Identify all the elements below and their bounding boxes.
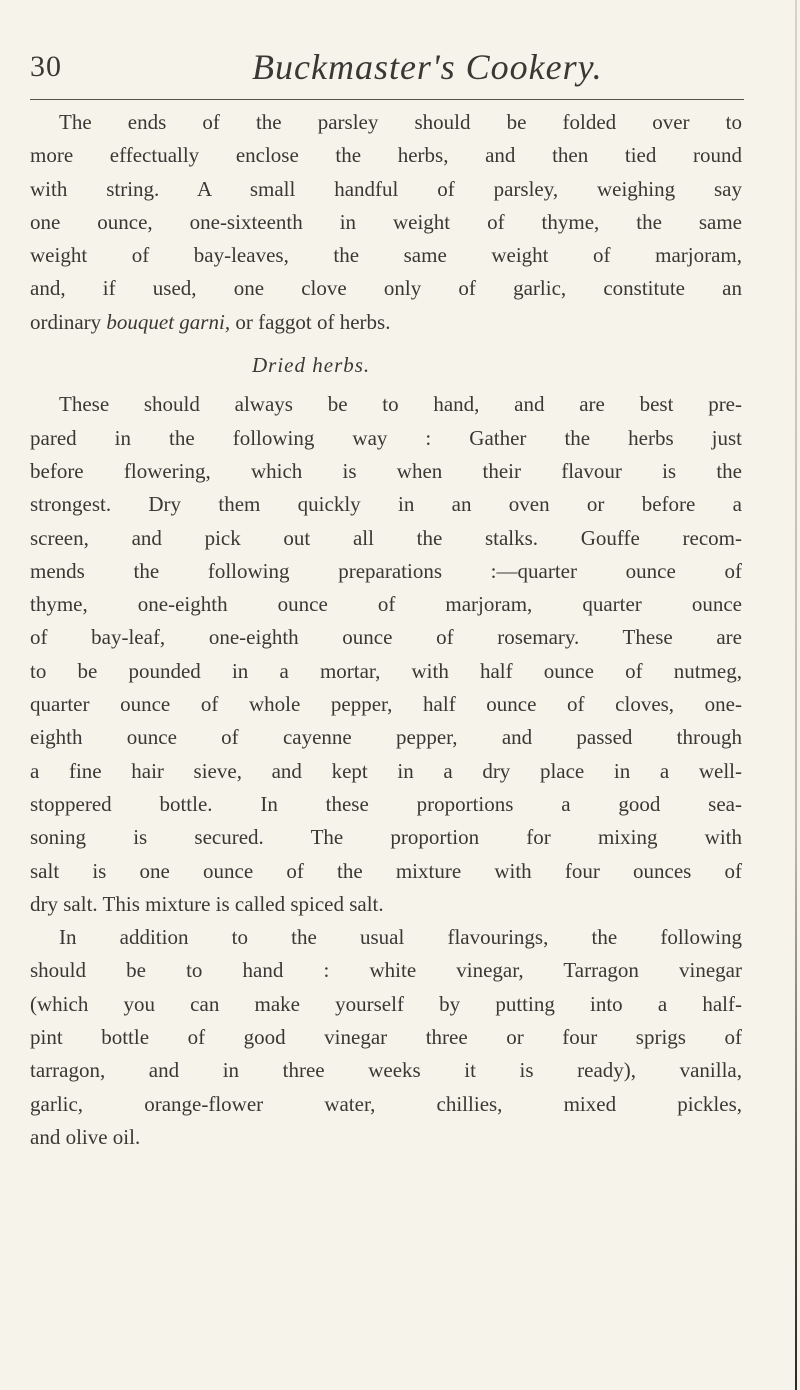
- text-line: a fine hair sieve, and kept in a dry place in a well-: [30, 758, 742, 783]
- text-line: of bay-leaf, one-eighth ounce of rosemary. These are: [30, 625, 742, 650]
- text-line: pint bottle of good vinegar three or four sprigs of: [30, 1025, 742, 1050]
- page-number: 30: [30, 50, 62, 83]
- page-header: [30, 40, 742, 90]
- section-heading-dried-herbs: Dried herbs.: [252, 353, 371, 378]
- header-rule: [30, 99, 744, 100]
- text-line: The ends of the parsley should be folded over to: [59, 110, 742, 134]
- text-line: stoppered bottle. In these proportions a good sea-: [30, 791, 742, 816]
- text-line: eighth ounce of cayenne pepper, and passed through: [30, 725, 742, 750]
- paragraph-flavourings: [30, 921, 742, 1154]
- text-line: should be to hand : white vinegar, Tarragon vinegar: [30, 958, 742, 983]
- text-run: or faggot of herbs.: [230, 309, 391, 334]
- text-line: tarragon, and in three weeks it is ready), vanilla,: [30, 1058, 742, 1083]
- text-run: ordinary: [30, 309, 107, 334]
- text-line: to be pounded in a mortar, with half ounce of nutmeg,: [30, 658, 742, 683]
- text-line: These should always be to hand, and are best pre-: [59, 392, 742, 417]
- text-line: mends the following preparations :—quarter ounce of: [30, 558, 742, 583]
- text-line: (which you can make yourself by putting into a half-: [30, 991, 742, 1016]
- text-line: In addition to the usual flavourings, the following: [59, 925, 742, 950]
- page-edge-shadow: [795, 0, 797, 1390]
- text-line: and olive oil.: [30, 1124, 141, 1149]
- running-title: Buckmaster's Cookery.: [252, 47, 603, 87]
- text-line: thyme, one-eighth ounce of marjoram, quarter ounce: [30, 592, 742, 617]
- italic-term: bouquet garni,: [106, 309, 231, 334]
- text-line: and, if used, one clove only of garlic, constitute an: [30, 276, 742, 301]
- text-line: more effectually enclose the herbs, and then tied round: [30, 143, 742, 168]
- text-line: screen, and pick out all the stalks. Gouffe recom-: [30, 525, 742, 550]
- text-line: quarter ounce of whole pepper, half ounce of cloves, one-: [30, 692, 742, 717]
- text-line: dry salt. This mixture is called spiced salt.: [30, 891, 384, 916]
- paragraph-dried-herbs: [30, 388, 742, 921]
- text-line: one ounce, one-sixteenth in weight of thyme, the same: [30, 209, 742, 234]
- text-line: soning is secured. The proportion for mixing with: [30, 825, 742, 850]
- text-line: pared in the following way : Gather the herbs just: [30, 425, 742, 450]
- text-line: garlic, orange-flower water, chillies, mixed pickles,: [30, 1091, 742, 1116]
- body-text: [30, 106, 742, 1154]
- text-line: before flowering, which is when their flavour is the: [30, 458, 742, 483]
- text-line: strongest. Dry them quickly in an oven or before a: [30, 492, 742, 517]
- text-line: salt is one ounce of the mixture with four ounces of: [30, 858, 742, 883]
- paragraph-bouquet-garni: [30, 106, 742, 339]
- text-line: [30, 306, 742, 339]
- text-line: weight of bay-leaves, the same weight of marjoram,: [30, 243, 742, 268]
- text-line: with string. A small handful of parsley, weighing say: [30, 176, 742, 201]
